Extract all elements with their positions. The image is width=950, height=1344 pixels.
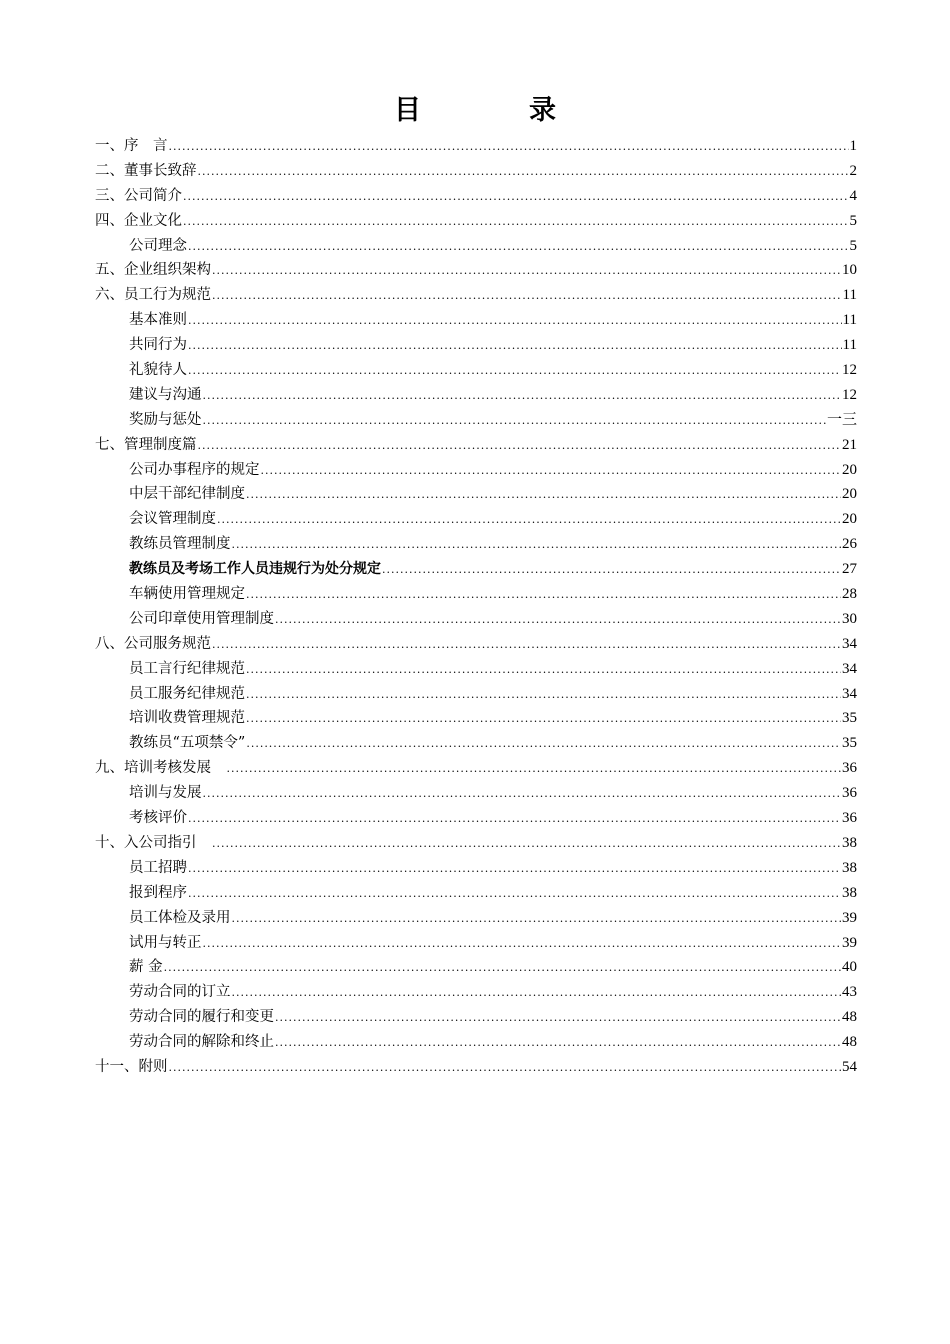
toc-entry[interactable] — [95, 632, 857, 657]
toc-entry[interactable] — [95, 955, 857, 980]
toc-entry[interactable] — [95, 1055, 857, 1080]
toc-entry[interactable] — [95, 756, 857, 781]
toc-entry-page-number: 28 — [842, 586, 857, 603]
toc-entry[interactable] — [95, 333, 857, 358]
dot-leader — [217, 508, 841, 533]
toc-entry-page-number: 2 — [849, 162, 857, 179]
dot-leader — [246, 707, 841, 732]
toc-entry-page-number: 27 — [842, 561, 857, 578]
toc-entry-label: 车辆使用管理规定 — [129, 586, 245, 603]
toc-entry-label: 八、公司服务规范 — [95, 635, 211, 652]
dot-leader — [188, 235, 849, 260]
dot-leader — [183, 185, 849, 210]
toc-entry[interactable] — [95, 931, 857, 956]
toc-entry-label: 教练员“五项禁令” — [129, 735, 246, 752]
toc-entry-label: 员工服务纪律规范 — [129, 685, 245, 702]
toc-entry-page-number: 20 — [842, 486, 857, 503]
toc-entry-label: 教练员及考场工作人员违规行为处分规定 — [129, 561, 381, 578]
toc-entry[interactable] — [95, 781, 857, 806]
toc-entry-label: 四、企业文化 — [95, 212, 182, 229]
toc-entry-label: 七、管理制度篇 — [95, 436, 197, 453]
toc-entry-page-number: 12 — [842, 386, 857, 403]
table-of-contents — [95, 134, 857, 1080]
toc-entry-label: 一、序 言 — [95, 138, 168, 154]
toc-entry[interactable] — [95, 831, 857, 856]
toc-entry[interactable] — [95, 806, 857, 831]
toc-entry[interactable] — [95, 358, 857, 383]
dot-leader — [183, 210, 849, 235]
toc-entry-page-number: 38 — [842, 884, 857, 901]
toc-entry[interactable] — [95, 458, 857, 483]
toc-entry-page-number: 20 — [842, 511, 857, 528]
toc-entry-page-number: 36 — [842, 760, 857, 777]
dot-leader — [203, 932, 842, 957]
toc-entry-page-number: 30 — [842, 610, 857, 627]
toc-entry-page-number: 39 — [842, 934, 857, 951]
toc-entry[interactable] — [95, 308, 857, 333]
toc-entry-label: 教练员管理制度 — [129, 536, 231, 553]
toc-entry-label: 会议管理制度 — [129, 511, 216, 528]
toc-entry[interactable] — [95, 557, 857, 582]
toc-entry-label: 中层干部纪律制度 — [129, 486, 245, 503]
toc-entry[interactable] — [95, 184, 857, 209]
dot-leader — [212, 259, 841, 284]
dot-leader — [212, 633, 841, 658]
toc-entry-page-number: 48 — [842, 1034, 857, 1051]
toc-entry-label: 十一、附则 — [95, 1058, 168, 1075]
toc-entry-page-number: 36 — [842, 785, 857, 802]
toc-entry-label: 基本准则 — [129, 312, 187, 329]
toc-entry-page-number: 36 — [842, 810, 857, 827]
toc-entry[interactable] — [95, 1005, 857, 1030]
toc-entry-page-number: 11 — [842, 337, 857, 354]
toc-entry-page-number: 39 — [842, 909, 857, 926]
dot-leader — [275, 1031, 841, 1056]
toc-entry[interactable] — [95, 159, 857, 184]
dot-leader — [188, 334, 842, 359]
toc-entry-page-number: 1 — [849, 138, 857, 154]
toc-entry[interactable] — [95, 682, 857, 707]
dot-leader — [275, 1006, 841, 1031]
dot-leader — [188, 807, 841, 832]
toc-entry-label: 培训与发展 — [129, 785, 202, 802]
dot-leader — [246, 683, 841, 708]
toc-entry-page-number: 38 — [842, 859, 857, 876]
toc-entry-page-number: 48 — [842, 1009, 857, 1026]
dot-leader — [188, 359, 841, 384]
toc-entry[interactable] — [95, 906, 857, 931]
toc-entry-label: 礼貌待人 — [129, 362, 187, 379]
toc-entry-page-number: 一三 — [826, 411, 857, 428]
dot-leader — [169, 135, 849, 160]
dot-leader — [198, 434, 842, 459]
dot-leader — [198, 160, 849, 185]
toc-entry-label: 试用与转正 — [129, 934, 202, 951]
toc-entry[interactable] — [95, 607, 857, 632]
toc-entry[interactable] — [95, 258, 857, 283]
toc-entry-page-number: 43 — [842, 984, 857, 1001]
toc-entry-label: 共同行为 — [129, 337, 187, 354]
toc-entry-page-number: 5 — [849, 237, 857, 254]
toc-entry[interactable] — [95, 582, 857, 607]
dot-leader — [169, 1056, 842, 1081]
toc-entry-label: 十、入公司指引 — [95, 834, 211, 851]
toc-entry-label: 员工言行纪律规范 — [129, 660, 245, 677]
toc-entry-label: 劳动合同的解除和终止 — [129, 1034, 274, 1051]
dot-leader — [246, 732, 841, 757]
toc-entry-label: 报到程序 — [129, 884, 187, 901]
toc-entry-label: 员工招聘 — [129, 859, 187, 876]
dot-leader — [232, 533, 842, 558]
dot-leader — [188, 882, 841, 907]
toc-entry[interactable] — [95, 856, 857, 881]
toc-entry[interactable] — [95, 433, 857, 458]
dot-leader — [275, 608, 841, 633]
dot-leader — [203, 384, 842, 409]
toc-entry-label: 员工体检及录用 — [129, 909, 231, 926]
toc-entry[interactable] — [95, 1030, 857, 1055]
toc-entry[interactable] — [95, 532, 857, 557]
dot-leader — [188, 309, 842, 334]
title-char-1: 目 — [394, 95, 421, 126]
toc-entry[interactable] — [95, 657, 857, 682]
toc-entry[interactable] — [95, 134, 857, 159]
toc-entry-page-number: 38 — [842, 834, 857, 851]
toc-entry-label: 公司办事程序的规定 — [129, 461, 260, 478]
dot-leader — [246, 483, 841, 508]
toc-entry[interactable] — [95, 383, 857, 408]
toc-entry[interactable] — [95, 482, 857, 507]
toc-entry-label: 培训收费管理规范 — [129, 710, 245, 727]
toc-entry-label: 劳动合同的履行和变更 — [129, 1009, 274, 1026]
dot-leader — [164, 956, 841, 981]
toc-entry-page-number: 54 — [842, 1058, 857, 1075]
toc-entry-page-number: 35 — [842, 735, 857, 752]
toc-entry[interactable] — [95, 283, 857, 308]
toc-entry[interactable] — [95, 408, 857, 433]
toc-entry[interactable] — [95, 234, 857, 259]
dot-leader — [232, 907, 842, 932]
toc-entry-label: 九、培训考核发展 — [95, 760, 226, 777]
toc-entry-page-number: 34 — [842, 660, 857, 677]
toc-entry-label: 三、公司简介 — [95, 187, 182, 204]
toc-entry-label: 薪 金 — [129, 959, 163, 976]
toc-entry-page-number: 12 — [842, 362, 857, 379]
toc-entry[interactable] — [95, 731, 857, 756]
page-title — [0, 88, 950, 127]
toc-entry-page-number: 26 — [842, 536, 857, 553]
toc-entry[interactable] — [95, 881, 857, 906]
toc-entry-label: 劳动合同的订立 — [129, 984, 231, 1001]
toc-entry-page-number: 11 — [842, 287, 857, 304]
toc-entry-page-number: 34 — [842, 635, 857, 652]
dot-leader — [188, 857, 841, 882]
title-char-2: 录 — [529, 95, 556, 126]
toc-entry-label: 公司理念 — [129, 237, 187, 254]
toc-entry-page-number: 10 — [842, 262, 857, 279]
toc-entry-label: 建议与沟通 — [129, 386, 202, 403]
dot-leader — [227, 757, 842, 782]
toc-entry[interactable] — [95, 209, 857, 234]
toc-entry-label: 五、企业组织架构 — [95, 262, 211, 279]
dot-leader — [212, 832, 841, 857]
dot-leader — [203, 782, 842, 807]
toc-entry-page-number: 5 — [849, 212, 857, 229]
dot-leader — [212, 284, 842, 309]
dot-leader — [261, 459, 842, 484]
toc-entry-page-number: 4 — [849, 187, 857, 204]
toc-entry-page-number: 11 — [842, 312, 857, 329]
toc-entry-page-number: 21 — [842, 436, 857, 453]
toc-entry-label: 六、员工行为规范 — [95, 287, 211, 304]
dot-leader — [246, 583, 841, 608]
dot-leader — [246, 658, 841, 683]
toc-entry-page-number: 40 — [842, 959, 857, 976]
toc-entry-page-number: 34 — [842, 685, 857, 702]
toc-entry-page-number: 35 — [842, 710, 857, 727]
toc-entry-label: 公司印章使用管理制度 — [129, 610, 274, 627]
dot-leader — [382, 558, 841, 583]
toc-entry[interactable] — [95, 507, 857, 532]
toc-entry[interactable] — [95, 980, 857, 1005]
dot-leader — [203, 409, 826, 434]
toc-entry-label: 二、董事长致辞 — [95, 162, 197, 179]
toc-entry-label: 奖励与惩处 — [129, 411, 202, 428]
toc-entry-page-number: 20 — [842, 461, 857, 478]
toc-entry[interactable] — [95, 706, 857, 731]
dot-leader — [232, 981, 842, 1006]
toc-entry-label: 考核评价 — [129, 810, 187, 827]
